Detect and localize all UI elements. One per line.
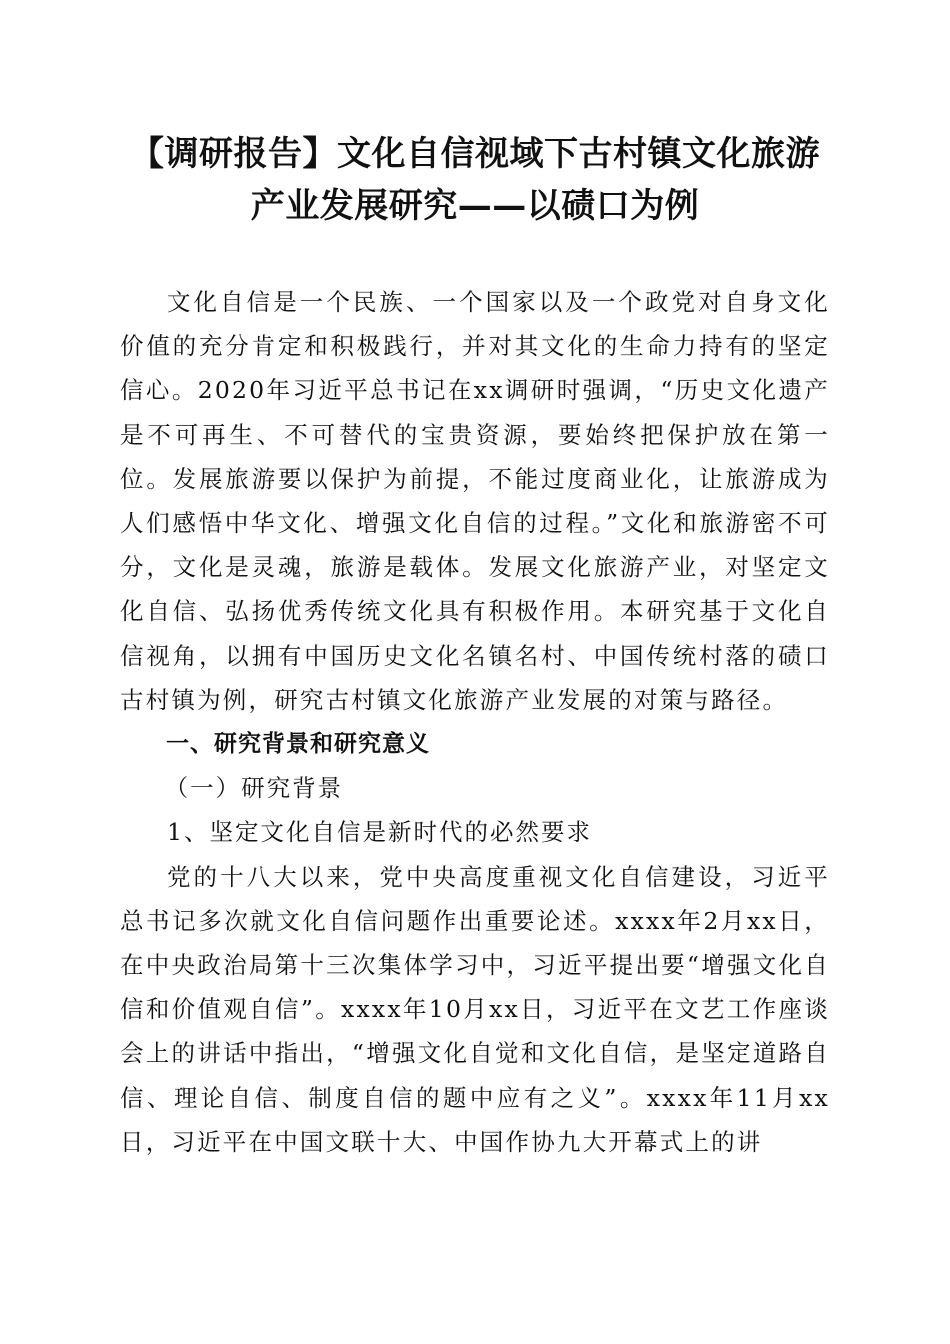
section-heading-1: 一、研究背景和研究意义 bbox=[166, 731, 430, 758]
item-paragraph-1: 党的十八大以来，党中央高度重视文化自信建设，习近平总书记多次就文化自信问题作出重要论述。xxxx年2月xx日，在中央政治局第十三次集体学习中，习近平提出要“增强文化自信和价值观自信”。xxxx年10月xx日，习近平在文艺工作座谈会上的讲话中指出，“增强文化自觉和文化自信，是坚定道路自信、理论自信、制度自信的题中应有之义”。xxxx年11月xx日，习近平在中国文联十大、中国作协九大开幕式上的讲 bbox=[120, 862, 830, 1156]
title-line-2: 产业发展研究——以碛口为例 bbox=[250, 186, 700, 226]
document-body bbox=[120, 280, 830, 1164]
subsection-heading-1: （一）研究背景 bbox=[164, 774, 344, 803]
document-title bbox=[100, 128, 850, 232]
intro-paragraph: 文化自信是一个民族、一个国家以及一个政党对自身文化价值的充分肯定和积极践行，并对其文化的生命力持有的坚定信心。2020年习近平总书记在xx调研时强调，“历史文化遗产是不可再生、不可替代的宝贵资源，要始终把保护放在第一位。发展旅游要以保护为前提，不能过度商业化，让旅游成为人们感悟中华文化、增强文化自信的过程。”文化和旅游密不可分，文化是灵魂，旅游是载体。发展文化旅游产业，对坚定文化自信、弘扬优秀传统文化具有积极作用。本研究基于文化自信视角，以拥有中国历史文化名镇名村、中国传统村落的碛口古村镇为例，研究古村镇文化旅游产业发展的对策与路径。 bbox=[120, 288, 830, 714]
title-line-1: 【调研报告】文化自信视域下古村镇文化旅游 bbox=[130, 134, 820, 174]
item-heading-1: 1、坚定文化自信是新时代的必然要求 bbox=[167, 818, 592, 847]
